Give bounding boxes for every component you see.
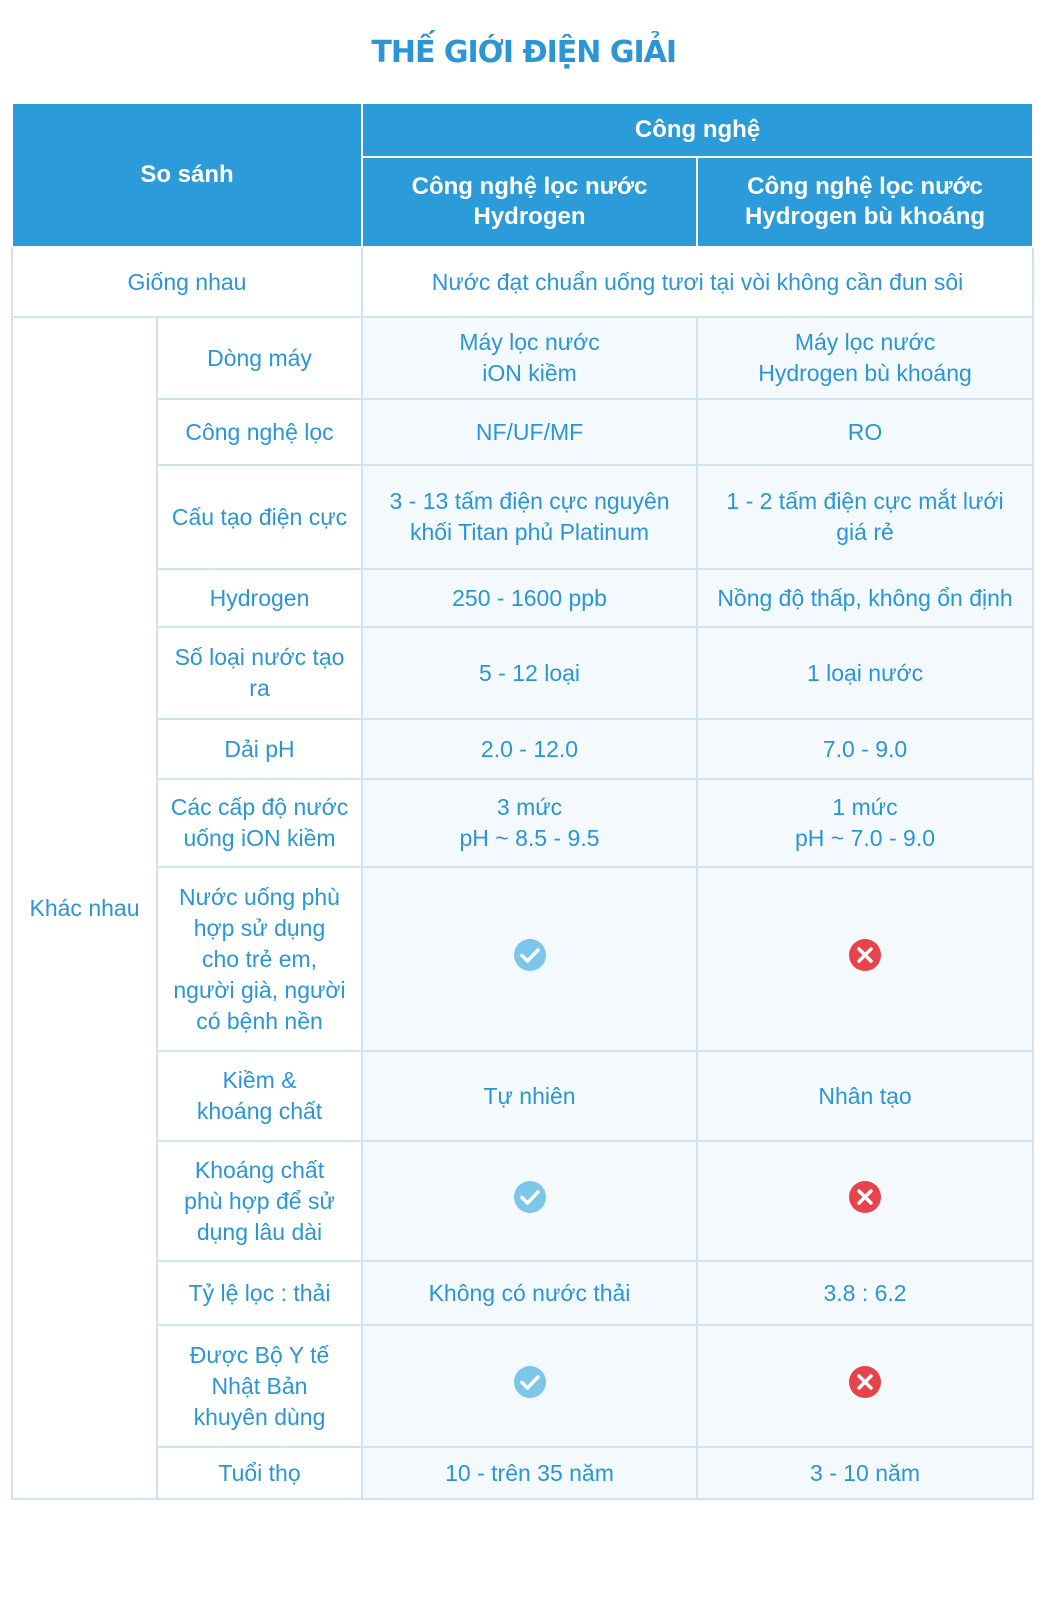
comparison-table: [11, 102, 1034, 1500]
cell-text: 5 - 12 loại: [479, 659, 581, 686]
table-row: [12, 1261, 1033, 1325]
row-label-line: Được Bộ Y tế: [189, 1341, 330, 1368]
cell-text: 1 loại nước: [806, 659, 924, 686]
row-label-line: Cấu tạo điện cực: [171, 503, 348, 530]
cell-text: Tự nhiên: [483, 1082, 576, 1109]
row-label: [157, 719, 362, 779]
cell-text: giá rẻ: [836, 519, 894, 545]
row-label: [157, 569, 362, 627]
cell-text: Máy lọc nước: [459, 329, 600, 355]
brand-name: THẾ GIỚI ĐIỆN GIẢI: [371, 34, 676, 70]
row-label-line: dụng lâu dài: [196, 1218, 323, 1245]
cross-icon: [848, 1365, 882, 1407]
row-label-line: uống iON kiềm: [183, 825, 336, 851]
cell-text: 3.8 : 6.2: [823, 1279, 907, 1306]
cell-hydrogen-mineral: [697, 1447, 1033, 1499]
row-label-line: khuyên dùng: [193, 1403, 326, 1430]
cell-hydrogen: [362, 465, 697, 569]
row-label-line: Dòng máy: [207, 344, 312, 371]
row-label-line: khoáng chất: [196, 1098, 323, 1124]
table-row: [12, 465, 1033, 569]
table-row: [12, 317, 1033, 399]
cell-text: 2.0 - 12.0: [480, 735, 579, 762]
cell-hydrogen: [362, 1141, 697, 1261]
row-label-line: Các cấp độ nước: [170, 794, 349, 820]
col-a-header-line: Công nghệ lọc nước: [411, 173, 648, 200]
cross-icon: [848, 1180, 882, 1222]
cell-hydrogen: [362, 867, 697, 1051]
cell-hydrogen-mineral: [697, 1141, 1033, 1261]
cell-hydrogen: [362, 1261, 697, 1325]
check-icon: [513, 1365, 547, 1407]
cell-text: Không có nước thải: [428, 1279, 631, 1306]
row-label-line: có bệnh nền: [196, 1007, 323, 1034]
table-row: [12, 627, 1033, 719]
col-a-header-line: Hydrogen: [473, 203, 586, 230]
cell-hydrogen-mineral: [697, 1051, 1033, 1141]
cell-text: Hydrogen bù khoáng: [758, 360, 972, 386]
cell-text: 250 - 1600 ppb: [452, 584, 607, 611]
cell-hydrogen-mineral: [697, 719, 1033, 779]
same-label: Giống nhau: [12, 247, 362, 317]
cell-text: Máy lọc nước: [794, 329, 936, 355]
cell-text: NF/UF/MF: [475, 418, 584, 445]
row-label: [157, 399, 362, 465]
cell-text: RO: [847, 418, 883, 445]
cell-text: 10 - trên 35 năm: [445, 1459, 614, 1486]
cell-text: 1 mức: [832, 794, 898, 820]
table-row: [12, 719, 1033, 779]
diff-label: Khác nhau: [12, 317, 157, 1499]
cell-hydrogen-mineral: [697, 569, 1033, 627]
table-row: [12, 779, 1033, 867]
cell-hydrogen: [362, 399, 697, 465]
cell-hydrogen: [362, 627, 697, 719]
cell-text: khối Titan phủ Platinum: [409, 519, 650, 545]
cell-hydrogen-mineral: [697, 317, 1033, 399]
col-b-header: [697, 157, 1033, 247]
cell-hydrogen-mineral: [697, 779, 1033, 867]
cell-text: iON kiềm: [482, 360, 577, 386]
cross-icon: [848, 938, 882, 980]
row-label: [157, 867, 362, 1051]
row-label: [157, 317, 362, 399]
cell-text: pH ~ 7.0 - 9.0: [795, 825, 936, 851]
cell-text: pH ~ 8.5 - 9.5: [459, 825, 600, 851]
cell-text: 3 - 13 tấm điện cực nguyên: [389, 488, 670, 514]
table-row: [12, 1447, 1033, 1499]
cell-hydrogen-mineral: [697, 399, 1033, 465]
row-label-line: Nước uống phù: [179, 883, 340, 910]
technology-header: Công nghệ: [362, 103, 1033, 157]
cell-text: 7.0 - 9.0: [822, 735, 908, 762]
row-label-line: Dải pH: [224, 735, 295, 762]
same-value: Nước đạt chuẩn uống tươi tại vòi không cần đun sôi: [362, 247, 1033, 317]
row-label: [157, 1447, 362, 1499]
row-label: [157, 627, 362, 719]
row-label-line: Hydrogen: [209, 584, 310, 611]
row-label-line: Số loại nước tạo ra: [174, 644, 345, 701]
row-label: [157, 1261, 362, 1325]
compare-header: So sánh: [12, 103, 362, 247]
row-label-line: hợp sử dụng: [193, 914, 326, 941]
row-label-line: phù hợp để sử: [184, 1187, 335, 1214]
row-label-line: Tỷ lệ lọc : thải: [188, 1279, 331, 1306]
cell-text: 3 - 10 năm: [810, 1459, 920, 1486]
col-a-header: [362, 157, 697, 247]
row-label: [157, 779, 362, 867]
cell-hydrogen-mineral: [697, 627, 1033, 719]
table-row: [12, 1141, 1033, 1261]
row-label-line: Nhật Bản: [211, 1372, 308, 1399]
cell-hydrogen: [362, 779, 697, 867]
table-row: [12, 569, 1033, 627]
table-row: [12, 1051, 1033, 1141]
row-label: [157, 1051, 362, 1141]
cell-text: 1 - 2 tấm điện cực mắt lưới: [726, 488, 1004, 514]
cell-hydrogen-mineral: [697, 465, 1033, 569]
col-b-header-line: Hydrogen bù khoáng: [745, 203, 986, 230]
cell-text: 3 mức: [496, 794, 563, 820]
cell-hydrogen-mineral: [697, 867, 1033, 1051]
cell-hydrogen: [362, 1325, 697, 1447]
check-icon: [513, 1180, 547, 1222]
row-label-line: người già, người: [173, 976, 346, 1003]
cell-hydrogen: [362, 317, 697, 399]
table-row: [12, 867, 1033, 1051]
table-row: [12, 1325, 1033, 1447]
check-icon: [513, 938, 547, 980]
row-label-line: Tuổi thọ: [218, 1459, 301, 1486]
col-b-header-line: Công nghệ lọc nước: [747, 173, 983, 200]
row-label: [157, 1141, 362, 1261]
cell-hydrogen: [362, 719, 697, 779]
cell-hydrogen: [362, 569, 697, 627]
row-label: [157, 465, 362, 569]
cell-hydrogen-mineral: [697, 1325, 1033, 1447]
cell-text: Nhân tạo: [818, 1082, 912, 1109]
brand-logo: [371, 22, 676, 82]
row-label-line: cho trẻ em,: [201, 945, 318, 972]
row-label-line: Khoáng chất: [194, 1156, 325, 1183]
cell-hydrogen: [362, 1447, 697, 1499]
cell-text: Nồng độ thấp, không ổn định: [717, 584, 1013, 611]
cell-hydrogen-mineral: [697, 1261, 1033, 1325]
cell-hydrogen: [362, 1051, 697, 1141]
header-row-1: [12, 103, 1033, 157]
table-row: [12, 399, 1033, 465]
row-label: [157, 1325, 362, 1447]
row-label-line: Kiềm &: [222, 1067, 297, 1093]
row-label-line: Công nghệ lọc: [185, 418, 334, 445]
same-row: [12, 247, 1033, 317]
